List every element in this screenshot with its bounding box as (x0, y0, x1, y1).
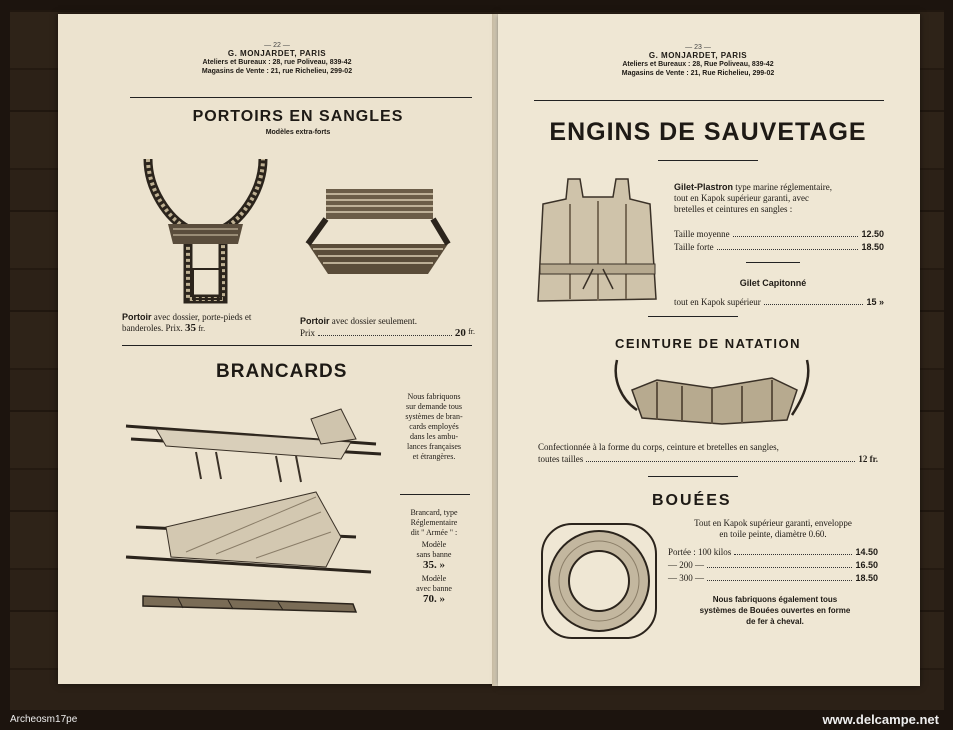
portoirs-subtitle: Modèles extra-forts (265, 129, 331, 136)
size-price: 12.50 (861, 229, 884, 239)
engins-title-rule (658, 160, 758, 161)
portoir-1-unit: fr. (198, 324, 206, 333)
model-line: dit " Armée " : (410, 528, 458, 537)
gilet-capitonne-row (674, 296, 884, 309)
size-row (674, 228, 884, 241)
gilet-rule (746, 262, 800, 263)
gilet-capitonne-name: Gilet Capitonné (739, 278, 807, 288)
size-row (674, 241, 884, 254)
brancards-side-rule (400, 494, 470, 495)
intro-line: sur demande tous (406, 402, 462, 411)
brancard-model-info (394, 508, 474, 604)
gilet-plastron-illustration (538, 179, 658, 309)
right-address-shop: Magasins de Vente : 21, Rue Richelieu, 299-02 (621, 70, 775, 77)
intro-line: systèmes de bran- (405, 412, 463, 421)
bouees-note (660, 594, 890, 627)
portoirs-title: PORTOIRS EN SANGLES (192, 108, 404, 125)
left-header-rule (130, 97, 472, 98)
left-header (58, 42, 496, 76)
portoir-seat-illustration (308, 189, 458, 289)
portoir-1-text (122, 312, 282, 334)
engins-section-rule (648, 316, 738, 317)
portoir-2-desc: avec dossier seulement. (331, 316, 417, 326)
right-firm-name: G. MONJARDET, PARIS (648, 51, 748, 60)
right-page (498, 14, 920, 686)
portoir-backpack-illustration (138, 149, 278, 309)
portoir-2-prix-label: Prix (300, 328, 316, 338)
intro-line: cards employés (409, 422, 459, 431)
size-label: Taille moyenne (674, 229, 730, 239)
bouee-note-line: Nous fabriquons également tous (712, 595, 838, 604)
portee-price: 14.50 (855, 547, 878, 557)
portee-row (668, 559, 878, 572)
portoir-2-unit: fr. (468, 327, 475, 336)
gilet-desc-line: bretelles et ceintures en sangles : (674, 204, 793, 214)
bouees-title: BOUÉES (652, 492, 732, 509)
portee-row (668, 546, 878, 559)
gilet-sizes (674, 228, 884, 254)
portee-row (668, 572, 878, 585)
avec-banne-line: Modèle (421, 574, 447, 583)
bouee-illustration (540, 522, 660, 642)
bouee-note-line: de fer à cheval. (746, 617, 804, 626)
right-address-workshop: Ateliers et Bureaux : 28, Rue Poliveau, 839-42 (622, 61, 774, 68)
brancards-intro (394, 392, 474, 462)
ceinture-natation-illustration (612, 360, 812, 430)
gilet-plastron-text (674, 182, 884, 215)
ceinture-title: CEINTURE DE NATATION (615, 336, 801, 351)
bouee-desc-line: Tout en Kapok supérieur garanti, enveloppe (694, 518, 852, 528)
left-page-number: — 22 — (264, 42, 290, 49)
portee-price: 18.50 (855, 573, 878, 583)
left-firm-name: G. MONJARDET, PARIS (227, 49, 327, 58)
portoir-1-desc: avec dossier, porte-pieds et banderoles. Prix. (122, 312, 252, 333)
size-price: 18.50 (861, 242, 884, 252)
right-page-number: — 23 — (685, 44, 711, 51)
portoir-1-name: Portoir (122, 312, 152, 322)
sans-banne-price: 35. » (423, 559, 445, 571)
ceinture-desc-line2: toutes tailles (538, 454, 584, 464)
bouees-prices (668, 546, 878, 585)
portoir-2-text (300, 316, 475, 340)
sans-banne-line: Modèle (421, 540, 447, 549)
watermark-right: www.delcampe.net (822, 712, 939, 727)
portoir-2-price: 20 (454, 327, 466, 339)
right-header (498, 44, 898, 78)
portoir-1-price: 35 (185, 322, 196, 334)
portee-label: Portée : 100 kilos (668, 547, 732, 557)
brancard-1-illustration (126, 404, 386, 484)
right-header-rule (534, 100, 884, 101)
left-page (58, 14, 496, 684)
gilet-desc-line: type marine réglementaire, (735, 182, 832, 192)
portee-price: 16.50 (855, 560, 878, 570)
bouees-desc (658, 518, 888, 540)
left-address-workshop: Ateliers et Bureaux : 28, rue Poliveau, 839-42 (202, 59, 352, 66)
portee-label: — 300 — (668, 573, 704, 583)
avec-banne-price: 70. » (423, 593, 445, 605)
engins-title: ENGINS DE SAUVETAGE (549, 118, 867, 146)
gilet-capitonne-price: 15 » (866, 297, 884, 307)
intro-line: lances françaises (407, 442, 461, 451)
watermark-left: Archeosm17pe (10, 714, 78, 725)
model-line: Brancard, type (410, 508, 458, 517)
gilet-capitonne-desc: tout en Kapok supérieur (674, 297, 761, 307)
avec-banne-line: avec banne (416, 584, 452, 593)
intro-line: et étrangères. (412, 452, 456, 461)
intro-line: Nous fabriquons (407, 392, 461, 401)
size-label: Taille forte (674, 242, 714, 252)
gilet-plastron-name: Gilet-Plastron (674, 182, 734, 192)
left-address-shop: Magasins de Vente : 21, rue Richelieu, 299-02 (201, 68, 353, 75)
ceinture-desc (538, 442, 878, 466)
bouee-desc-line: en toile peinte, diamètre 0.60. (719, 529, 827, 539)
intro-line: dans les ambu- (410, 432, 458, 441)
ceinture-desc-line1: Confectionnée à la forme du corps, ceinture et bretelles en sangles, (538, 442, 779, 452)
brancards-title: BRANCARDS (216, 361, 348, 382)
model-line: Réglementaire (410, 518, 458, 527)
brancard-2-illustration (126, 492, 386, 582)
portoirs-rule (122, 345, 472, 346)
brancard-folded-illustration (138, 594, 368, 614)
ceinture-rule (648, 476, 738, 477)
bouee-note-line: systèmes de Bouées ouvertes en forme (699, 606, 851, 615)
sans-banne-line: sans banne (416, 550, 452, 559)
portoir-2-name: Portoir (300, 316, 330, 326)
portee-label: — 200 — (668, 560, 704, 570)
gilet-desc-line: tout en Kapok supérieur garanti, avec (674, 193, 809, 203)
ceinture-price: 12 fr. (858, 454, 878, 464)
